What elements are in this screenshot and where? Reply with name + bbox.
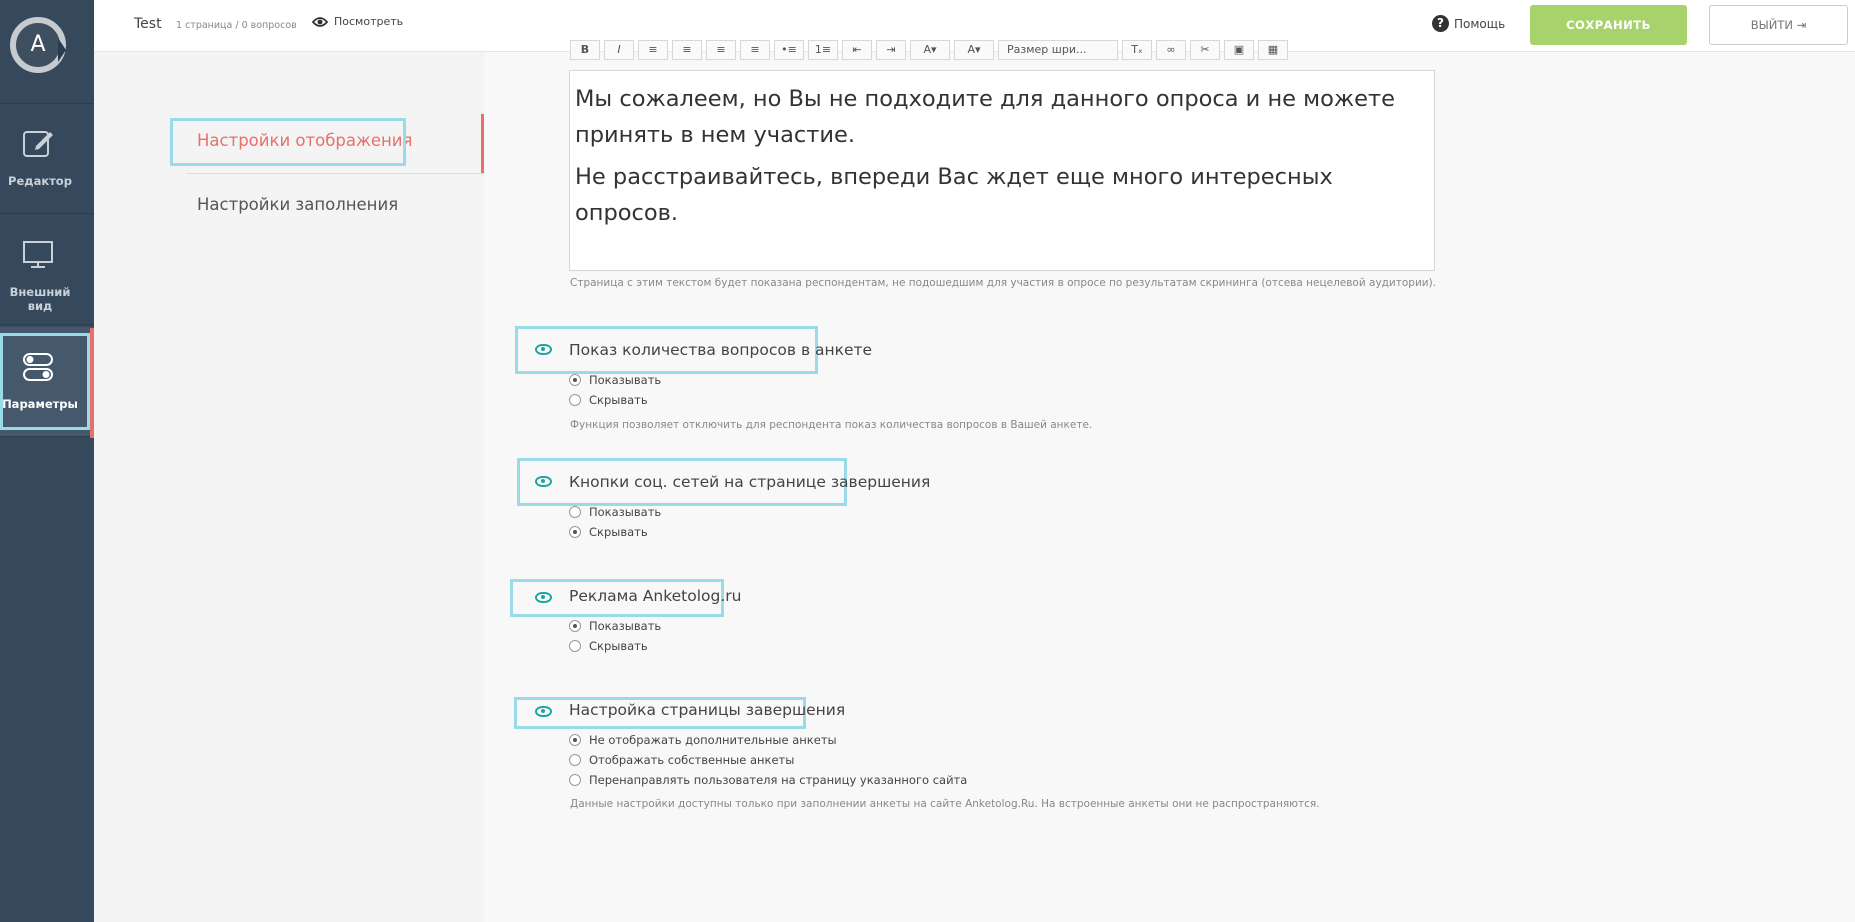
align-right-icon[interactable]: ≡ — [706, 40, 736, 60]
help-label: Помощь — [1454, 16, 1506, 31]
image-icon[interactable]: ▣ — [1224, 40, 1254, 60]
text-color-icon[interactable]: A▾ — [910, 40, 950, 60]
radio-label: Скрывать — [589, 393, 648, 407]
survey-stats: 1 страница / 0 вопросов — [176, 20, 297, 31]
radio-label: Перенаправлять пользователя на страницу указанного сайта — [589, 773, 968, 787]
indent-icon[interactable]: ⇥ — [876, 40, 906, 60]
exit-label: ВЫЙТИ — [1750, 18, 1793, 32]
radio-hide[interactable] — [569, 525, 648, 539]
option-title: Настройка страницы завершения — [569, 701, 846, 719]
editor-hint: Страница с этим текстом будет показана респондентам, не подошедшим для участия в опросе по результатам скрининга (отсева нецелевой аудитории). — [570, 277, 1437, 289]
radio-hide[interactable] — [569, 393, 648, 407]
highlight-frame — [0, 333, 90, 430]
radio-show[interactable] — [569, 619, 661, 633]
radio-button[interactable] — [569, 754, 581, 766]
radio-hide[interactable] — [569, 639, 648, 653]
radio-label: Не отображать дополнительные анкеты — [589, 733, 837, 747]
main-content — [484, 43, 1855, 922]
menu-item-display-settings[interactable]: Настройки отображения — [197, 131, 413, 150]
unlink-icon[interactable]: ✂ — [1190, 40, 1220, 60]
align-center-icon[interactable]: ≡ — [672, 40, 702, 60]
align-justify-icon[interactable]: ≡ — [740, 40, 770, 60]
logo-tail — [58, 38, 66, 62]
radio-button[interactable] — [569, 774, 581, 786]
save-button[interactable]: СОХРАНИТЬ — [1530, 5, 1687, 45]
radio-show[interactable] — [569, 373, 661, 387]
text-editor[interactable] — [569, 70, 1435, 271]
editor-toolbar — [570, 40, 1436, 64]
radio-button[interactable] — [569, 640, 581, 652]
outdent-icon[interactable]: ⇤ — [842, 40, 872, 60]
radio-redirect[interactable] — [569, 773, 967, 787]
radio-label: Отображать собственные анкеты — [589, 753, 795, 767]
monitor-icon — [22, 239, 54, 271]
font-size-select[interactable]: Размер шри... — [998, 40, 1118, 60]
numbered-list-icon[interactable]: 1≡ — [808, 40, 838, 60]
radio-button[interactable] — [569, 374, 581, 386]
sidebar-item-label: Параметры — [2, 397, 78, 411]
radio-button[interactable] — [569, 620, 581, 632]
exit-icon: ⇥ — [1796, 18, 1807, 32]
align-left-icon[interactable]: ≡ — [638, 40, 668, 60]
radio-own-surveys[interactable] — [569, 753, 794, 767]
bold-button[interactable]: B — [570, 40, 600, 60]
eye-icon[interactable] — [535, 592, 552, 603]
option-title: Показ количества вопросов в анкете — [569, 341, 873, 359]
settings-menu — [94, 52, 484, 922]
radio-label: Показывать — [589, 619, 662, 633]
sidebar-item-label: Редактор — [8, 174, 72, 188]
eye-icon[interactable] — [535, 476, 552, 487]
preview-link[interactable] — [312, 15, 403, 28]
menu-item-fill-settings[interactable]: Настройки заполнения — [197, 195, 399, 214]
option-title: Кнопки соц. сетей на странице завершения — [569, 473, 931, 491]
radio-button[interactable] — [569, 526, 581, 538]
background-color-icon[interactable]: A▾ — [954, 40, 994, 60]
divider — [186, 173, 484, 174]
radio-label: Показывать — [589, 505, 662, 519]
eye-icon[interactable] — [535, 706, 552, 717]
logo-area — [0, 0, 94, 104]
help-icon: ? — [1432, 15, 1449, 32]
table-icon[interactable]: ▦ — [1258, 40, 1288, 60]
logo-letter: A — [16, 23, 60, 67]
clear-format-icon[interactable]: Tₓ — [1122, 40, 1152, 60]
radio-label: Скрывать — [589, 639, 648, 653]
link-icon[interactable]: ∞ — [1156, 40, 1186, 60]
option-hint: Функция позволяет отключить для респондента показ количества вопросов в Вашей анкете. — [570, 419, 1093, 431]
radio-no-extra-surveys[interactable] — [569, 733, 837, 747]
eye-icon[interactable] — [535, 344, 552, 355]
sidebar — [0, 0, 94, 922]
option-title: Реклама Anketolog.ru — [569, 587, 742, 605]
preview-label: Посмотреть — [334, 15, 404, 28]
survey-title[interactable]: Test — [134, 16, 162, 32]
editor-paragraph: Мы сожалеем, но Вы не подходите для данного опроса и не можете принять в нем участие. — [575, 86, 1395, 148]
radio-button[interactable] — [569, 506, 581, 518]
editor-paragraph: Не расстраивайтесь, впереди Вас ждет еще много интересных опросов. — [575, 164, 1333, 226]
edit-icon — [22, 128, 54, 160]
radio-label: Скрывать — [589, 525, 648, 539]
sidebar-item-label: Внешний вид — [9, 285, 71, 313]
help-link[interactable] — [1432, 15, 1505, 32]
italic-button[interactable]: I — [604, 40, 634, 60]
option-hint: Данные настройки доступны только при заполнении анкеты на сайте Anketolog.Ru. На встроенные анкеты они не распространяются. — [570, 798, 1320, 810]
radio-show[interactable] — [569, 505, 661, 519]
sidebar-item-appearance[interactable] — [0, 215, 94, 325]
radio-button[interactable] — [569, 394, 581, 406]
sidebar-item-editor[interactable] — [0, 104, 94, 214]
radio-button[interactable] — [569, 734, 581, 746]
eye-icon — [312, 16, 328, 28]
highlight-frame — [170, 118, 406, 166]
radio-label: Показывать — [589, 373, 662, 387]
bullet-list-icon[interactable]: •≡ — [774, 40, 804, 60]
exit-button[interactable] — [1709, 5, 1848, 45]
